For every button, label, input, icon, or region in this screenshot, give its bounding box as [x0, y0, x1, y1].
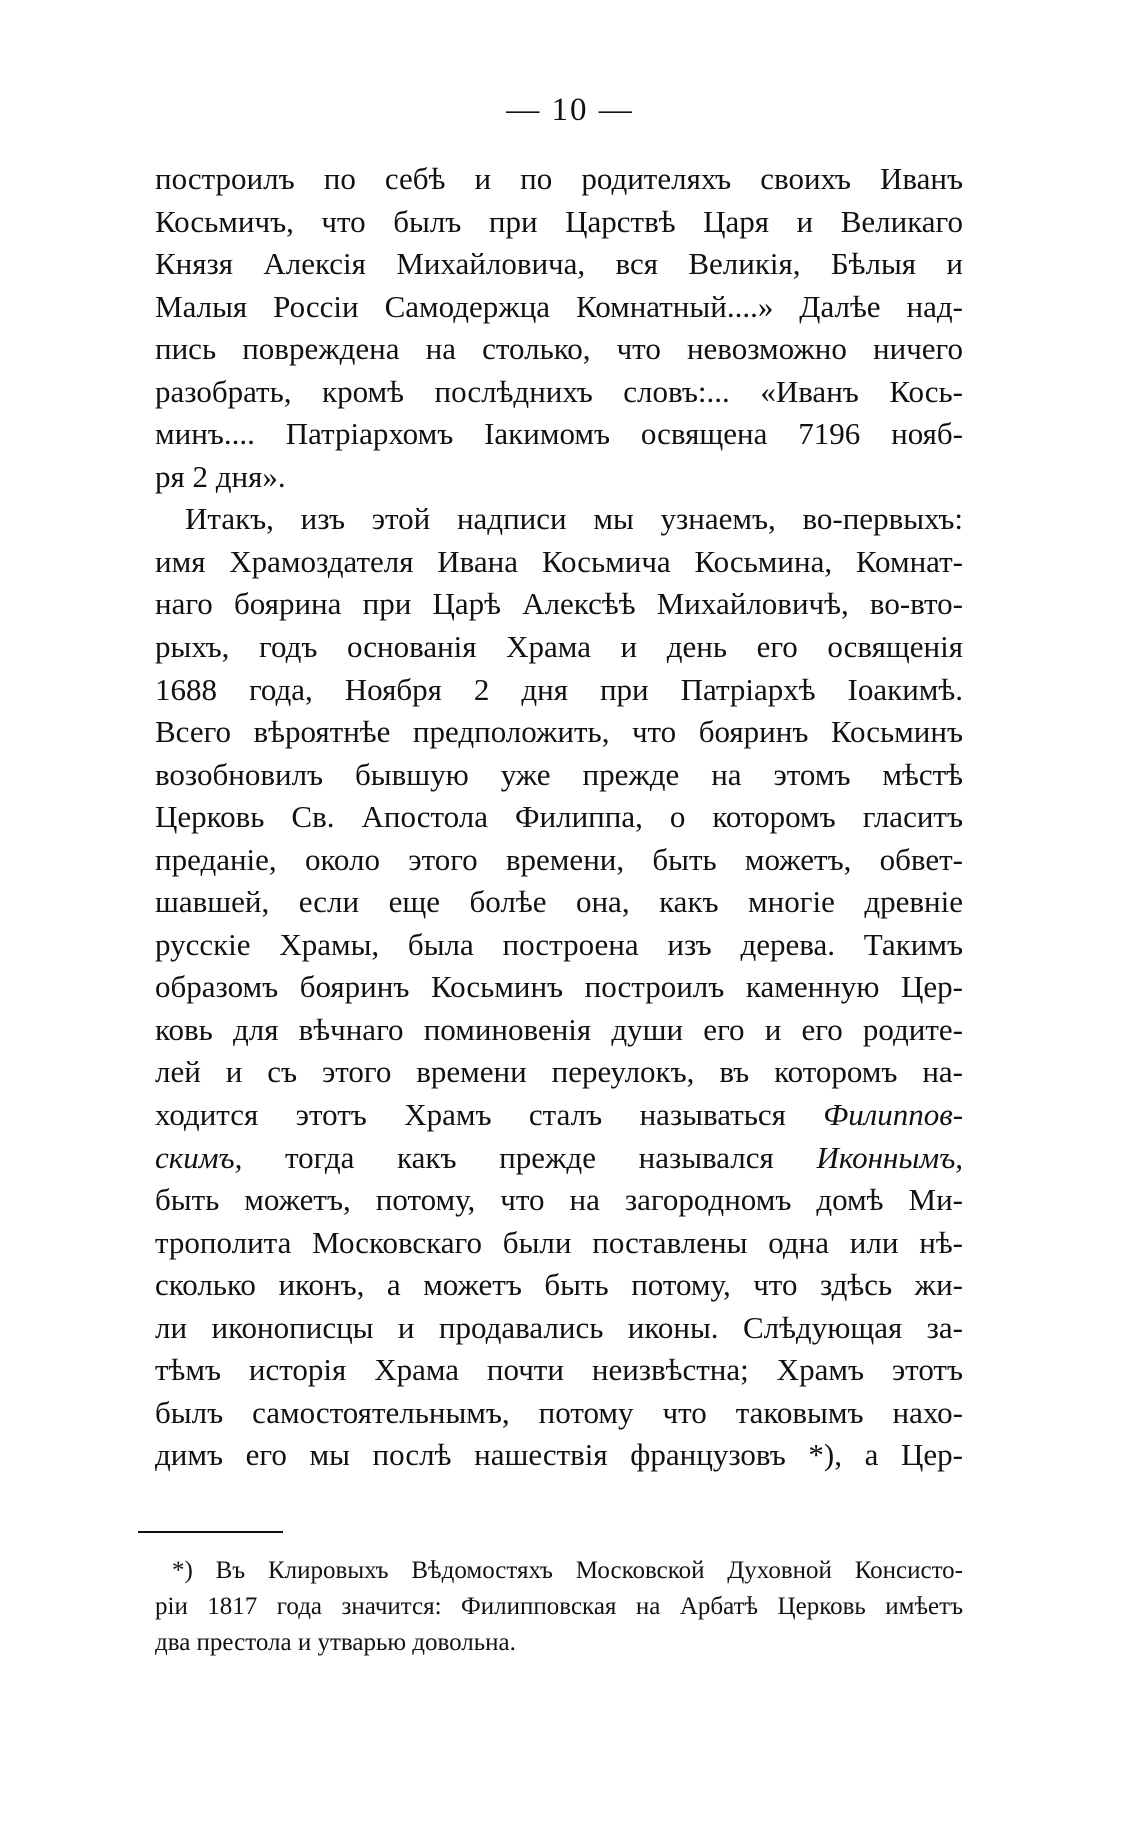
text-line: 1688 года, Ноября 2 дня при Патріархѣ Іоакимѣ. [155, 671, 963, 707]
text-line: Князя Алексія Михайловича, вся Великія, Бѣлыя и [155, 246, 963, 282]
text-line: образомъ бояринъ Косьминъ построилъ каменную Цер- [155, 969, 963, 1005]
text-line: разобрать, кромѣ послѣднихъ словъ:... «Иванъ Кось- [155, 373, 963, 409]
text-line: быть можетъ, потому, что на загородномъ домѣ Ми- [155, 1182, 963, 1218]
text-line: тѣмъ исторія Храма почти неизвѣстна; Храмъ этотъ [155, 1352, 963, 1388]
footnote-line: *) Въ Клировыхъ Вѣдомостяхъ Московской Духовной Консисто- [172, 1557, 963, 1584]
text-line: ли иконописцы и продавались иконы. Слѣдующая за- [155, 1309, 963, 1345]
text-line: трополита Московскаго были поставлены одна или нѣ- [155, 1224, 963, 1260]
text-line: сколько иконъ, а можетъ быть потому, что здѣсь жи- [155, 1267, 963, 1303]
text-line: преданіе, около этого времени, быть можетъ, обвет- [155, 841, 963, 877]
footnote-line: два престола и утварью довольна. [155, 1629, 516, 1656]
text-line: рыхъ, годъ основанія Храма и день его освященія [155, 629, 963, 665]
text-line: Косьмичъ, что былъ при Царствѣ Царя и Великаго [155, 203, 963, 239]
footnote-divider [138, 1531, 283, 1533]
body-text [155, 158, 963, 1477]
text-line: былъ самостоятельнымъ, потому что таковымъ нахо- [155, 1394, 963, 1430]
text-line: Малыя Россіи Самодержца Комнатный....» Далѣе над- [155, 288, 963, 324]
text-line: минъ.... Патріархомъ Іакимомъ освящена 7196 нояб- [155, 416, 963, 452]
text-line: Итакъ, изъ этой надписи мы узнаемъ, во-первыхъ: [185, 501, 963, 537]
text-line: наго боярина при Царѣ Алексѣѣ Михайловичѣ, во-вто- [155, 586, 963, 622]
text-line: ря 2 дня». [155, 458, 286, 494]
text-line: имя Храмоздателя Ивана Косьмича Косьмина, Комнат- [155, 543, 963, 579]
text-line: возобновилъ бывшую уже прежде на этомъ мѣстѣ [155, 756, 963, 792]
footnote-line: ріи 1817 года значится: Филипповская на Арбатѣ Церковь имѣетъ [155, 1593, 963, 1620]
footnote [155, 1553, 963, 1661]
text-line: шавшей, если еще болѣе она, какъ многіе древніе [155, 884, 963, 920]
text-line: построилъ по себѣ и по родителяхъ своихъ Иванъ [155, 161, 963, 196]
text-line: ходится этотъ Храмъ сталъ называться Филиппов- [155, 1097, 964, 1133]
text-line: пись повреждена на столько, что невозможно ничего [155, 331, 963, 367]
text-line: ковь для вѣчнаго поминовенія души его и его родите- [155, 1011, 963, 1047]
text-line: лей и съ этого времени переулокъ, въ которомъ на- [155, 1054, 963, 1090]
text-line: Церковь Св. Апостола Филиппа, о которомъ гласитъ [155, 799, 963, 835]
text-line: димъ его мы послѣ нашествія французовъ *), а Цер- [155, 1437, 963, 1473]
text-line: скимъ, тогда какъ прежде назывался Иконнымъ, [155, 1139, 964, 1175]
page-number: — 10 — [506, 92, 634, 128]
text-line: русскіе Храмы, была построена изъ дерева. Такимъ [155, 926, 963, 962]
text-line: Всего вѣроятнѣе предположить, что бояринъ Косьминъ [155, 714, 963, 750]
